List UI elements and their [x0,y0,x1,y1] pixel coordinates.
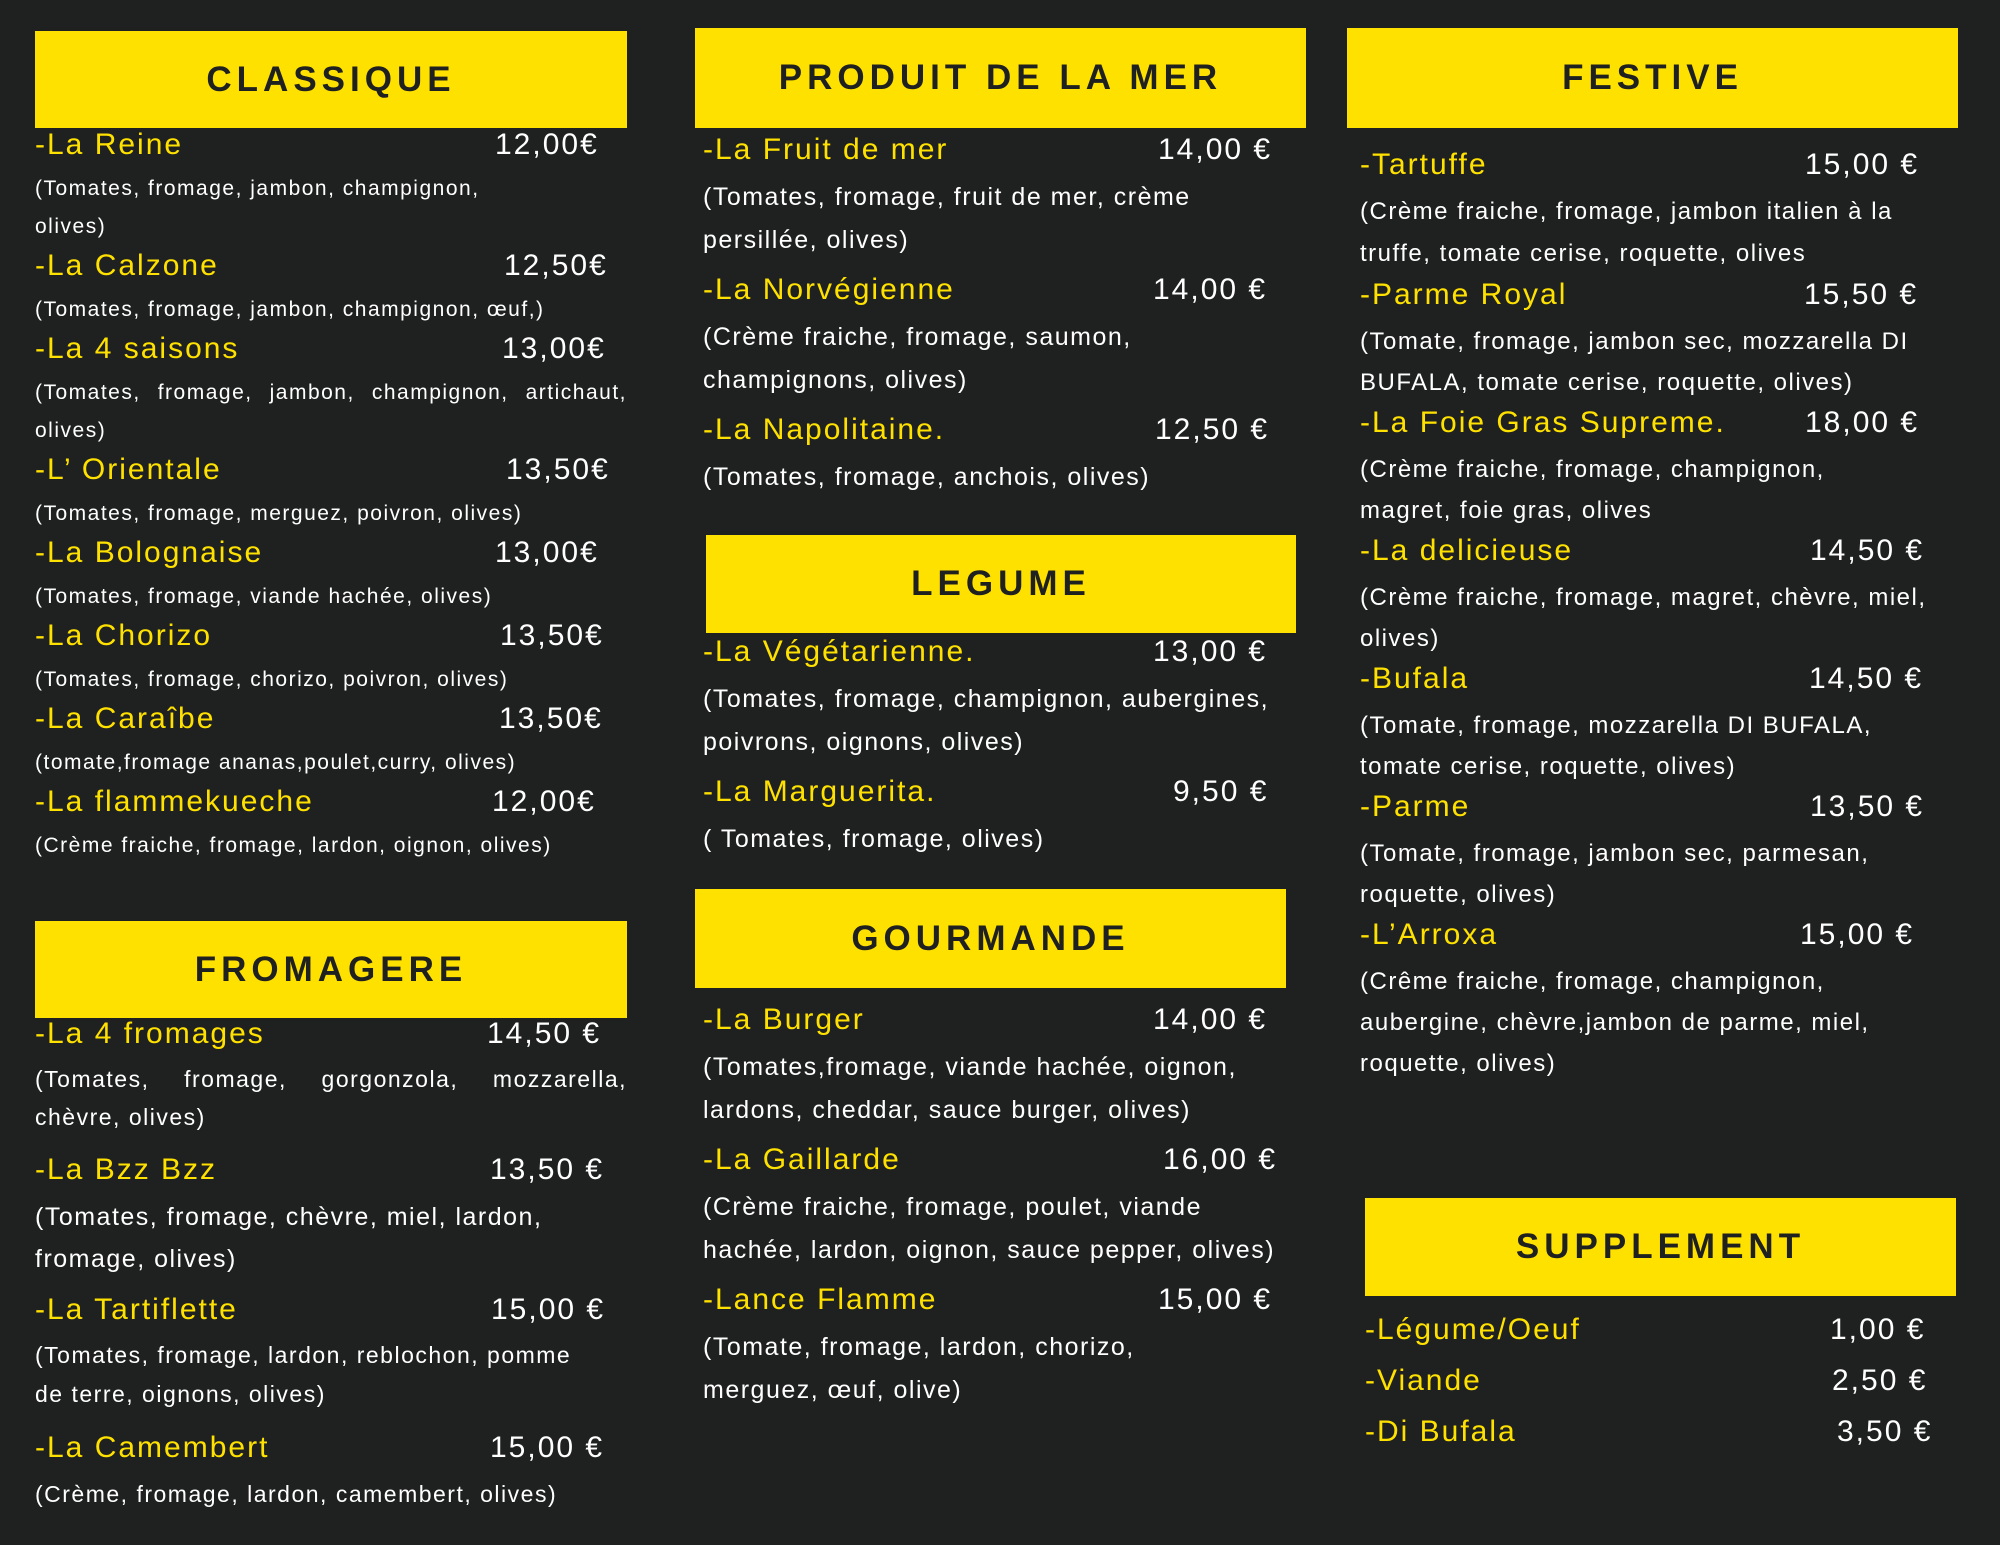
menu-item [35,1014,627,1136]
item-price: 15,00 € [491,1293,606,1326]
section-header-gourmande [695,889,1286,988]
item-name: -La delicieuse [1360,534,1574,567]
item-description: (Tomates, fromage, jambon, champignon, olives) [35,177,480,238]
menu-item [35,1150,627,1280]
item-price: 13,00€ [495,536,599,569]
item-price: 14,50 € [487,1017,602,1050]
menu-item [1360,915,1960,1084]
section-title: SUPPLEMENT [1515,1227,1806,1266]
item-price: 13,00 € [1153,635,1268,668]
item-name: -La 4 saisons [35,332,240,365]
menu-item [703,410,1298,499]
item-description: (Crème fraiche, fromage, jambon italien à la truffe, tomate cerise, roquette, olives [1360,198,1893,267]
item-price: 13,50 € [1810,790,1925,823]
item-name: -La Camembert [35,1431,270,1464]
item-name: -La Bzz Bzz [35,1153,218,1186]
section-header-festive [1347,28,1958,128]
item-price: 14,50 € [1810,534,1925,567]
item-price: 15,00 € [1805,148,1920,181]
item-description: (Tomate, fromage, jambon sec, mozzarella DI BUFALA, tomate cerise, roquette, olives) [1360,328,1909,396]
menu-item [1360,275,1960,403]
item-name: -Lance Flamme [703,1283,938,1316]
section-header-fromagere [35,921,627,1018]
festive-list [1360,145,1960,1084]
menu-item [703,1280,1298,1412]
item-price: 13,50€ [500,619,604,652]
section-header-produit-de-la-mer [695,28,1306,128]
menu-item [703,270,1298,402]
item-name: -La Norvégienne [703,273,955,306]
item-description: (Tomate, fromage, mozzarella DI BUFALA, tomate cerise, roquette, olives) [1360,712,1872,780]
menu-item [703,632,1298,764]
item-description: (Crème fraiche, fromage, magret, chèvre, miel, olives) [1360,584,1927,652]
supplement-item [1365,1361,1965,1412]
item-description: (Tomates, fromage, jambon, champignon, œuf,) [35,298,545,321]
item-price: 12,00€ [492,785,596,818]
item-name: -La Bolognaise [35,536,264,569]
item-price: 12,00€ [495,128,599,161]
item-name: -Légume/Oeuf [1365,1313,1581,1346]
menu-item [703,772,1298,861]
item-price: 15,00 € [1800,918,1915,951]
item-name: -Viande [1365,1364,1482,1397]
menu-item [35,1290,627,1414]
item-name: -L’ Orientale [35,453,222,486]
item-name: -Bufala [1360,662,1470,695]
supplement-item [1365,1310,1965,1361]
item-description: (Tomates, fromage, champignon, aubergines, poivrons, oignons, olives) [703,685,1270,756]
item-name: -La Chorizo [35,619,213,652]
menu-item [1360,531,1960,659]
item-name: -La Burger [703,1003,865,1036]
item-description: (Crême fraiche, fromage, champignon, aubergine, chèvre,jambon de parme, miel, roquette, olives) [1360,968,1870,1077]
item-description: (Tomates,fromage, viande hachée, oignon, lardons, cheddar, sauce burger, olives) [703,1053,1237,1124]
menu-item [35,782,627,865]
item-price: 12,50 € [1155,413,1270,446]
menu-item [35,125,627,246]
gourmande-list [703,1000,1298,1412]
menu-item [35,246,627,329]
item-price: 14,00 € [1158,133,1273,166]
item-name: -Parme [1360,790,1471,823]
item-description: (Tomate, fromage, jambon sec, parmesan, roquette, olives) [1360,840,1870,908]
item-description: (Tomates, fromage, fruit de mer, crème persillée, olives) [703,183,1191,254]
section-title: FESTIVE [1562,58,1743,97]
menu-item [35,450,627,533]
menu-item [703,130,1298,262]
item-price: 13,50€ [506,453,610,486]
item-price: 14,00 € [1153,273,1268,306]
menu-item [35,533,627,616]
item-price: 12,50€ [504,249,608,282]
menu-item [1360,787,1960,915]
item-name: -La Caraîbe [35,702,216,735]
item-description: (Crème fraiche, fromage, saumon, champignons, olives) [703,323,1132,394]
item-description: (Tomates, fromage, gorgonzola, mozzarella, chèvre, olives) [35,1066,627,1130]
item-description: (Tomates, fromage, jambon, champignon, artichaut, olives) [35,381,627,442]
item-price: 18,00 € [1805,406,1920,439]
item-description: (Tomates, fromage, anchois, olives) [703,463,1151,491]
menu-item [1360,145,1960,275]
item-price: 3,50 € [1837,1415,1933,1448]
item-description: (tomate,fromage ananas,poulet,curry, olives) [35,751,517,774]
item-name: -La Gaillarde [703,1143,901,1176]
item-name: -Di Bufala [1365,1415,1517,1448]
item-name: -La Foie Gras Supreme. [1360,406,1726,439]
item-name: -La Végétarienne. [703,635,976,668]
section-header-supplement [1365,1198,1956,1296]
item-name: -La Napolitaine. [703,413,946,446]
section-header-legume [706,535,1296,633]
menu-item [703,1140,1298,1272]
item-price: 1,00 € [1830,1313,1926,1346]
item-name: -La Tartiflette [35,1293,238,1326]
section-header-classique [35,31,627,128]
section-title: GOURMANDE [851,918,1130,958]
supplement-list [1365,1310,1965,1463]
item-price: 2,50 € [1832,1364,1928,1397]
item-price: 14,00 € [1153,1003,1268,1036]
item-name: -La Reine [35,128,184,161]
item-description: (Tomate, fromage, lardon, chorizo, merguez, œuf, olive) [703,1333,1135,1404]
item-price: 15,00 € [1158,1283,1273,1316]
menu-item [703,1000,1298,1132]
item-name: -La flammekueche [35,785,314,818]
item-price: 13,50 € [490,1153,605,1186]
mer-list [703,130,1298,499]
section-title: LEGUME [911,564,1091,603]
item-name: -La Marguerita. [703,775,937,808]
item-price: 9,50 € [1173,775,1269,808]
item-description: (Crème fraiche, fromage, poulet, viande hachée, lardon, oignon, sauce pepper, olives) [703,1193,1276,1264]
item-description: (Crème fraiche, fromage, champignon, magret, foie gras, olives [1360,456,1825,524]
menu-item [35,1428,627,1514]
item-description: (Crème fraiche, fromage, lardon, oignon, olives) [35,834,552,857]
menu-item [1360,403,1960,531]
item-description: (Tomates, fromage, chorizo, poivron, olives) [35,668,509,691]
item-name: -Parme Royal [1360,278,1568,311]
menu-item [35,329,627,450]
fromagere-list [35,1014,627,1514]
item-name: -La Fruit de mer [703,133,949,166]
legume-list [703,632,1298,861]
menu-item [1360,659,1960,787]
item-description: (Tomates, fromage, merguez, poivron, olives) [35,502,523,525]
menu-item [35,616,627,699]
item-price: 13,00€ [502,332,606,365]
item-price: 14,50 € [1809,662,1924,695]
item-name: -L’Arroxa [1360,918,1499,951]
item-price: 13,50€ [499,702,603,735]
item-description: (Tomates, fromage, viande hachée, olives) [35,585,493,608]
item-description: ( Tomates, fromage, olives) [703,825,1045,853]
item-name: -La Calzone [35,249,219,282]
section-title: CLASSIQUE [206,59,456,99]
item-description: (Tomates, fromage, lardon, reblochon, pomme de terre, oignons, olives) [35,1342,572,1407]
item-name: -La 4 fromages [35,1017,265,1050]
supplement-item [1365,1412,1965,1463]
item-description: (Tomates, fromage, chèvre, miel, lardon, fromage, olives) [35,1203,543,1273]
item-price: 15,00 € [490,1431,605,1464]
section-title: PRODUIT DE LA MER [778,58,1223,97]
item-price: 16,00 € [1163,1143,1278,1176]
section-title: FROMAGERE [194,949,468,989]
item-price: 15,50 € [1804,278,1919,311]
classique-list [35,125,627,865]
menu-item [35,699,627,782]
item-name: -Tartuffe [1360,148,1488,181]
item-description: (Crème, fromage, lardon, camembert, olives) [35,1481,558,1507]
